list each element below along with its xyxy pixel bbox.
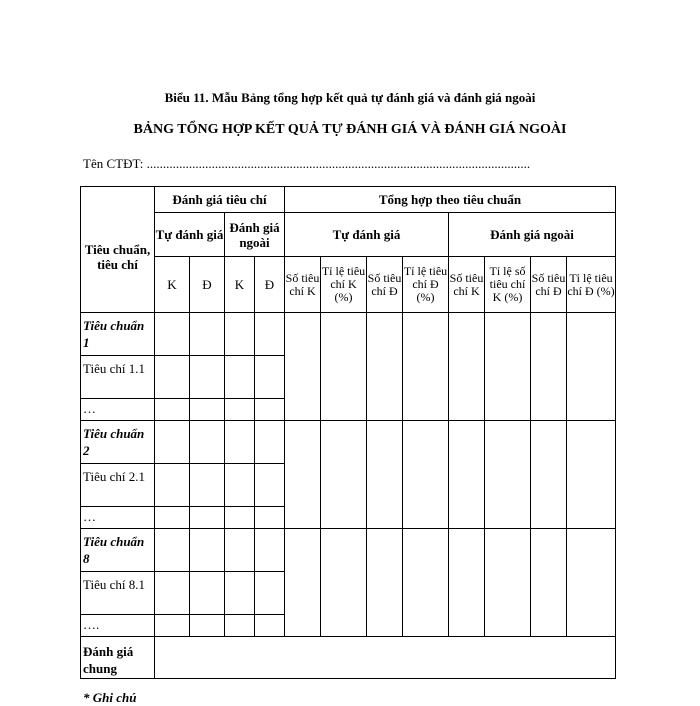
- header-self-eval: Tự đánh giá: [285, 213, 449, 257]
- header-k: K: [155, 257, 190, 313]
- sub-header: Tỉ lệ tiêu chí Đ (%): [403, 257, 449, 313]
- header-external-eval: Đánh giá ngoài: [449, 213, 616, 257]
- row-label-ellipsis: …: [81, 399, 155, 421]
- header-k: K: [225, 257, 255, 313]
- form-heading: Biểu 11. Mẫu Bảng tổng hợp kết quả tự đánh giá và đánh giá ngoài: [164, 90, 536, 105]
- row-label-standard: Tiêu chuẩn 1: [81, 313, 155, 356]
- row-label-ellipsis: …: [81, 507, 155, 529]
- header-external-eval-short: Đánh giá ngoài: [225, 213, 285, 257]
- summary-table: [80, 186, 616, 679]
- row-label-criterion: Tiêu chí 1.1: [81, 356, 155, 399]
- row-label-standard: Tiêu chuẩn 8: [81, 529, 155, 572]
- summary-cell: [285, 313, 321, 421]
- sub-header: Số tiêu chí K: [449, 257, 485, 313]
- col-header-standard: Tiêu chuẩn, tiêu chí: [81, 187, 155, 313]
- header-criteria-eval: Đánh giá tiêu chí: [155, 187, 285, 213]
- sub-header: Số tiêu chí Đ: [367, 257, 403, 313]
- overall-cell: [155, 637, 616, 679]
- header-standard-summary: Tổng hợp theo tiêu chuẩn: [285, 187, 616, 213]
- sub-header: Số tiêu chí Đ: [531, 257, 567, 313]
- row-label-standard: Tiêu chuẩn 2: [81, 421, 155, 464]
- program-name-line: Tên CTĐT: ......................................................................................................................: [83, 156, 531, 171]
- header-d: Đ: [255, 257, 285, 313]
- sub-header: Số tiêu chí K: [285, 257, 321, 313]
- header-d: Đ: [190, 257, 225, 313]
- header-self-eval-short: Tự đánh giá: [155, 213, 225, 257]
- sub-header: Tỉ lệ số tiêu chí K (%): [485, 257, 531, 313]
- sub-header: Tỉ lệ tiêu chí Đ (%): [567, 257, 616, 313]
- table-title: BẢNG TỔNG HỢP KẾT QUẢ TỰ ĐÁNH GIÁ VÀ ĐÁNH GIÁ NGOÀI: [133, 122, 567, 137]
- row-label-overall: Đánh giá chung: [81, 637, 155, 679]
- footnote: * Ghi chú: [83, 690, 137, 705]
- row-label-ellipsis: ….: [81, 615, 155, 637]
- row-label-criterion: Tiêu chí 8.1: [81, 572, 155, 615]
- row-label-criterion: Tiêu chí 2.1: [81, 464, 155, 507]
- sub-header: Tỉ lệ tiêu chí K (%): [321, 257, 367, 313]
